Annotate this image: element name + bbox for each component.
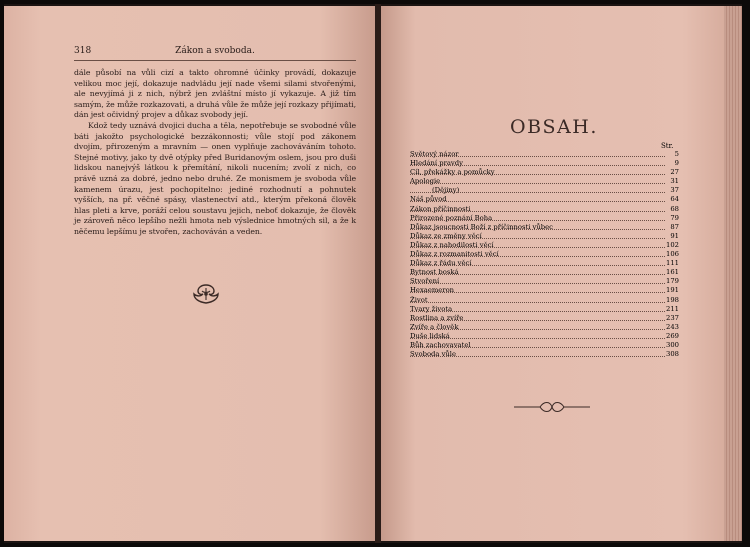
toc-entry-page: 269: [666, 331, 679, 340]
toc-entry-label: Svoboda vůle: [410, 350, 457, 359]
toc-entry-label: (Dějiny): [432, 186, 460, 195]
toc-entry: [410, 286, 679, 295]
toc-entry-page: 198: [666, 295, 679, 304]
toc-entry-page: 87: [670, 222, 679, 231]
toc-entry: [410, 268, 679, 277]
toc-entry: [410, 305, 679, 314]
toc-entry-label: Duše lidská: [410, 331, 450, 340]
toc-page-column-label: Str.: [661, 142, 674, 150]
toc-entry: [410, 195, 679, 204]
toc-entry: [410, 332, 679, 341]
toc-entry: [410, 314, 679, 323]
toc-entry-page: 68: [670, 204, 679, 213]
toc-entry: [410, 150, 679, 159]
page-number: 318: [74, 46, 92, 56]
toc-entry: [410, 232, 679, 241]
toc-entry: [410, 177, 679, 186]
page-edges: [724, 6, 742, 541]
toc-entry-page: 79: [670, 213, 679, 222]
toc-entry-label: Zvíře a člověk: [410, 322, 459, 331]
toc-entry: [410, 296, 679, 305]
left-page: [4, 6, 375, 541]
toc-entry-label: Bůh zachovavatel: [410, 340, 471, 349]
running-head: [74, 46, 356, 61]
toc-entry-label: Hexaemeron: [410, 286, 455, 295]
toc-entry-label: Důkaz z řádu věcí: [410, 259, 472, 268]
toc-entry-page: 179: [666, 277, 679, 286]
ornamental-vignette-icon: [191, 282, 221, 306]
toc-entry-page: 161: [666, 268, 679, 277]
toc-entry-page: 31: [670, 177, 679, 186]
toc-entry-label: Apologie: [410, 177, 441, 186]
toc-entry: [410, 223, 679, 232]
toc-entry: [410, 159, 679, 168]
toc-entry-label: Tvary života: [410, 304, 453, 313]
toc-entry-page: 237: [666, 313, 679, 322]
toc-entry: [410, 241, 679, 250]
toc-leader-dots: [410, 302, 665, 303]
toc-entry-page: 106: [666, 250, 679, 259]
toc-entry-label: Cíl, překážky a pomůcky: [410, 168, 495, 177]
toc-entry: [410, 341, 679, 350]
toc-entry-page: 243: [666, 322, 679, 331]
toc-entry: [410, 186, 679, 195]
toc-entry-label: Důkaz jsoucnosti Boží z příčinnosti vůbec: [410, 222, 553, 231]
toc-entry-label: Přirozené poznání Boha: [410, 213, 493, 222]
toc-leader-dots: [410, 183, 665, 184]
toc-entry-page: 211: [666, 304, 679, 313]
paragraph: Kdož tedy uznává dvojici ducha a těla, nepotřebuje se svobodné vůle báti jakožto psychologické bezzákonnosti; vůle stojí pod zákonem dvojím, přirozeným a mravním — onen vyplňuje zachováváním tohoto. Stejné motivy, jako ty dvě otýpky před Buridanovým oslem, jsou pro duši lidskou nanejvýš látkou k přemítání, nikoli nucením; zvolí z nich, co právě uzná za dobré, jedno nebo druhé. Ze monismem je svoboda vůle kamenem úrazu, jest pochopitelno: jediné rozhodnutí a pohnutek vyšších, na př. věčné spásy, vlastenectví atd., kterým překoná člověk hlas pleti a krve, poráží celou soustavu jejich, neboť dokazuje, že člověk je zároveň něco lepšího nežli hmota neb výslednice hmotných sil, a že k něčemu lepšímu je stvořen, zachováván a veden.: [74, 120, 356, 236]
toc-entry: [410, 214, 679, 223]
toc-entry-page: 37: [670, 186, 679, 195]
toc-entry-label: Důkaz z rozmanitosti věcí: [410, 250, 499, 259]
toc-entry: [410, 323, 679, 332]
toc-list: [410, 150, 679, 359]
toc-entry-label: Náš původ: [410, 195, 447, 204]
toc-entry-label: Bytnost boská: [410, 268, 459, 277]
toc-entry-page: 191: [666, 286, 679, 295]
toc-title: OBSAH.: [510, 116, 598, 138]
toc-entry-page: 27: [670, 168, 679, 177]
paragraph: dále působí na vůli cizí a takto ohromné účinky provádí, dokazuje velikou moc její, dokazuje nadvládu její nade všemi silami stvořenými, ale nevyjímá ji z nich, nýbrž jen zvláštní místo jí vykazuje. A již tím samým, že může rozkazovati, a druhá vůle že může její rozkazy přijímati, dán jest očividný projev a důkaz svobody její.: [74, 68, 356, 120]
toc-entry-page: 9: [674, 159, 679, 168]
toc-entry: [410, 250, 679, 259]
body-text: [74, 68, 356, 238]
toc-entry-label: Život: [410, 295, 428, 304]
toc-entry: [410, 259, 679, 268]
toc-entry-label: Stvoření: [410, 277, 440, 286]
toc-entry-label: Zákon příčinnosti: [410, 204, 471, 213]
toc-entry-page: 300: [666, 340, 679, 349]
toc-leader-dots: [410, 283, 665, 284]
toc-entry-label: Rostlina a zvíře: [410, 313, 464, 322]
toc-entry: [410, 350, 679, 359]
toc-entry-label: Světový názor: [410, 150, 459, 158]
toc-entry-page: 308: [666, 350, 679, 359]
toc-entry-page: 111: [666, 259, 679, 268]
toc-entry: [410, 168, 679, 177]
toc-entry-page: 91: [670, 231, 679, 240]
running-title: Zákon a svoboda.: [175, 46, 255, 56]
toc-entry-label: Důkaz z nahodilosti věcí: [410, 240, 494, 249]
flourish-divider-icon: [512, 400, 592, 414]
toc-entry: [410, 205, 679, 214]
toc-entry-page: 5: [674, 150, 679, 158]
toc-entry-label: Důkaz ze změny věcí: [410, 231, 482, 240]
toc-entry-page: 102: [666, 240, 679, 249]
toc-entry-label: Hledání pravdy: [410, 159, 463, 168]
toc-entry-page: 64: [670, 195, 679, 204]
